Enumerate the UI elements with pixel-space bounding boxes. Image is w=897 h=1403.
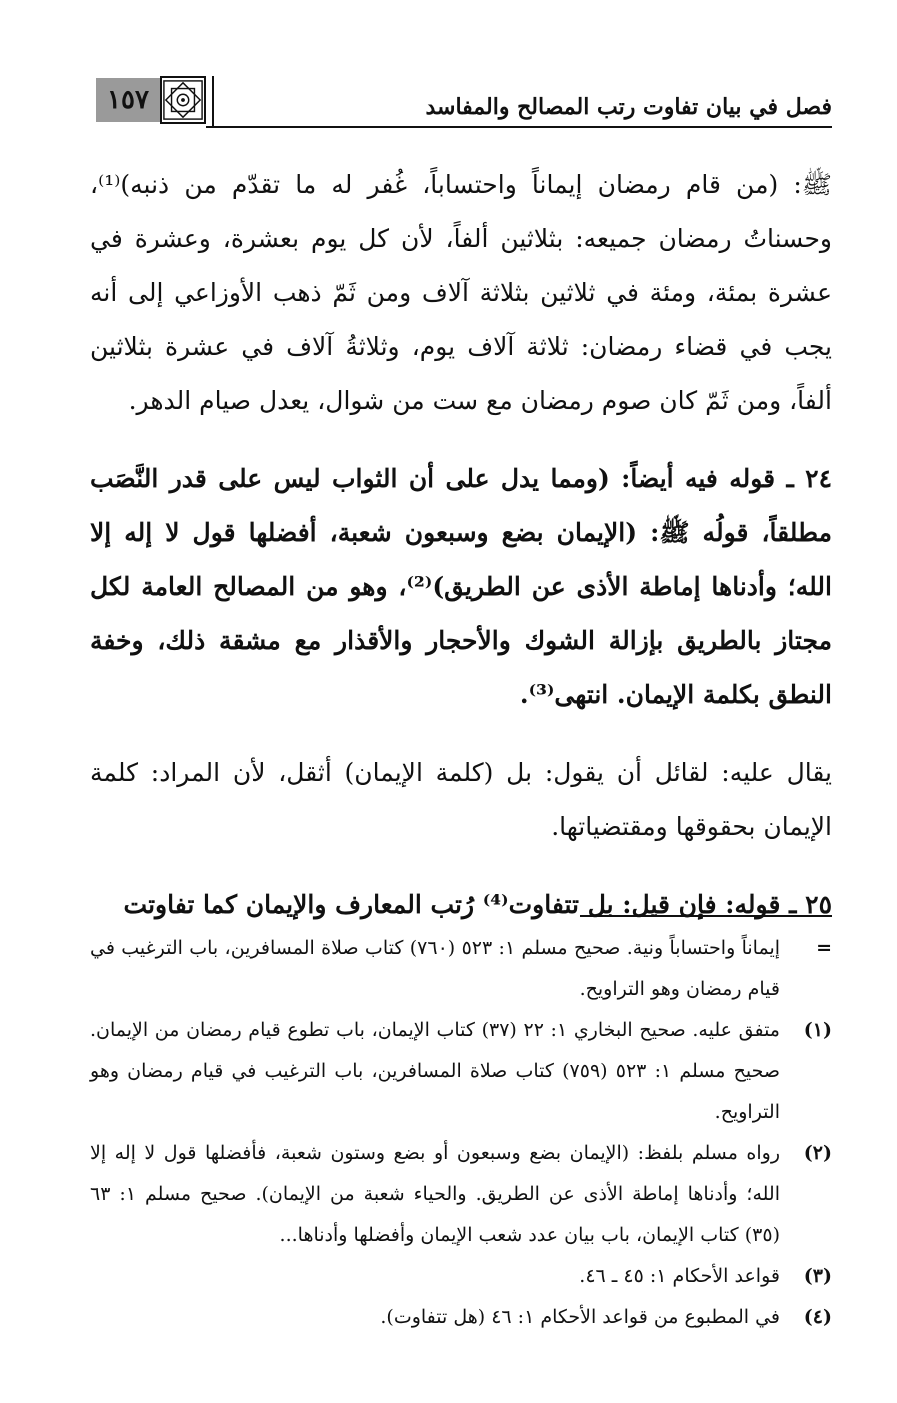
footnote-text: قواعد الأحكام ١: ٤٥ ـ ٤٦. [579, 1265, 780, 1287]
footnote-text: إيماناً واحتساباً ونية. صحيح مسلم ١: ٥٢٣ (٧٦٠) كتاب صلاة المسافرين، باب الترغيب في قيام رمضان وهو التراويح. [90, 937, 781, 1000]
paragraph-2: ٢٤ ـ قوله فيه أيضاً: (ومما يدل على أن الثواب ليس على قدر النَّصَب مطلقاً، قولُه ﷺ: (الإيمان بضع وسبعون شعبة، أفضلها قول لا إله إلا الله؛ وأدناها إماطة الأذى عن الطريق)⁽²⁾، وهو من المصالح العامة لكل مجتاز بالطريق بإزالة الشوك والأحجار والأقذار مع مشقة ذلك، وخفة النطق بكلمة الإيمان. انتهى⁽³⁾. [90, 464, 832, 709]
footnote-number: (٢) [803, 1142, 832, 1164]
page-number: ١٥٧ [96, 78, 160, 122]
main-text [90, 158, 832, 956]
footnote [90, 1256, 832, 1297]
footnote-text: رواه مسلم بلفظ: (الإيمان بضع وسبعون أو بضع وستون شعبة، فأفضلها قول لا إله إلا الله؛ وأدناها إماطة الأذى عن الطريق. والحياء شعبة من الإيمان). صحيح مسلم ١: ٦٣ (٣٥) كتاب الإيمان، باب بيان عدد شعب الإيمان وأفضلها وأدناها... [90, 1142, 780, 1246]
footnote-number: (٣) [803, 1265, 832, 1287]
footnote [90, 1133, 832, 1256]
footnote [90, 928, 832, 1010]
footnote-separator [580, 915, 832, 917]
running-header [96, 72, 832, 130]
footnotes [90, 928, 832, 1338]
footnote-number: (١) [803, 1019, 832, 1041]
paragraph-1: ﷺ: (من قام رمضان إيماناً واحتساباً، غُفر له ما تقدّم من ذنبه)⁽¹⁾، وحسناتُ رمضان جميعه: بثلاثين ألفاً، لأن كل يوم بعشرة، وعشرة في عشرة بمئة، ومئة في ثلاثين بثلاثة آلاف ومن ثَمّ ذهب الأوزاعي إلى أنه يجب في قضاء رمضان: ثلاثة آلاف يوم، وثلاثةُ آلاف في عشرة بثلاثين ألفاً، ومن ثَمّ كان صوم رمضان مع ست من شوال، يعدل صيام الدهر. [90, 170, 832, 415]
footnote-number: (٤) [803, 1306, 832, 1328]
footnote-text: متفق عليه. صحيح البخاري ١: ٢٢ (٣٧) كتاب الإيمان، باب تطوع قيام رمضان من الإيمان. صحيح مسلم ١: ٥٢٣ (٧٥٩) كتاب صلاة المسافرين، باب الترغيب في قيام رمضان وهو التراويح. [90, 1019, 780, 1123]
chapter-title: فصل في بيان تفاوت رتب المصالح والمفاسد [425, 94, 832, 120]
ornament-icon [160, 76, 206, 124]
header-divider [206, 126, 832, 128]
header-divider-vertical [212, 76, 214, 126]
footnote-number: = [816, 937, 832, 959]
paragraph-3: يقال عليه: لقائل أن يقول: بل (كلمة الإيمان) أثقل، لأن المراد: كلمة الإيمان بحقوقها ومقتضياتها. [90, 758, 832, 841]
footnote [90, 1010, 832, 1133]
paragraph-4: ٢٥ ـ قوله: فإن قيل: بل تتفاوت⁽⁴⁾ رُتب المعارف والإيمان كما تفاوتت [123, 890, 832, 919]
footnote [90, 1297, 832, 1338]
footnote-text: في المطبوع من قواعد الأحكام ١: ٤٦ (هل تتفاوت). [380, 1306, 780, 1328]
